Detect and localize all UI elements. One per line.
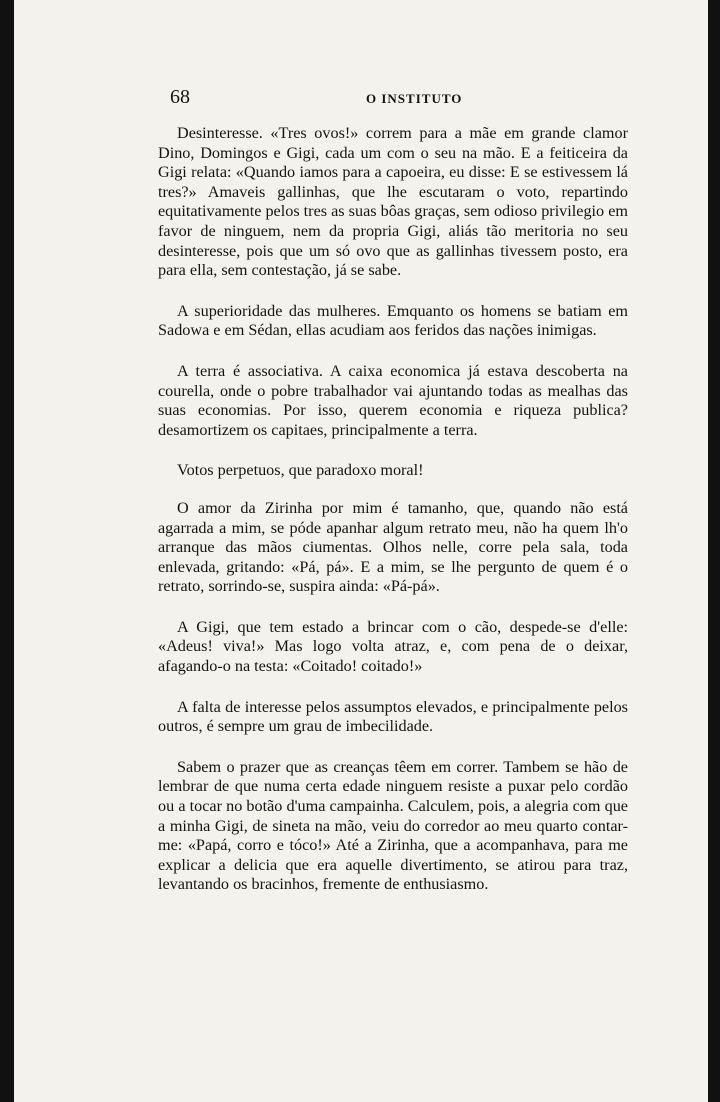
paragraph-terra: A terra é associativa. A caixa economica já estava descoberta na courella, onde o pobre trabalhador vai ajuntando todas as mealhas das suas economias. Por isso, querem economia e riqueza publica? desamortizem os capitaes, principalmente a terra. xyxy=(158,361,628,439)
text-body xyxy=(158,124,628,916)
paragraph-superioridade: A superioridade das mulheres. Emquanto os homens se batiam em Sadowa e em Sédan, ellas acudiam aos feridos das nações inimigas. xyxy=(158,301,628,340)
paragraph-zirinha: O amor da Zirinha por mim é tamanho, que, quando não está agarrada a mim, se póde apanhar algum retrato meu, não ha quem lh'o arranque das mãos ciumentas. Olhos nelle, corre pela sala, toda enlevada, gritando: «Pá, pá». E a mim, se lhe pergunto de quem é o retrato, sorrindo-se, suspira ainda: «Pá-pá». xyxy=(158,498,628,596)
paragraph-interesse: A falta de interesse pelos assumptos elevados, e principalmente pelos outros, é sempre um grau de imbecilidade. xyxy=(158,697,628,736)
paragraph-desinteresse: Desinteresse. «Tres ovos!» correm para a mãe em grande clamor Dino, Domingos e Gigi, cada um com o seu na mão. E a feiticeira da Gigi relata: «Quando iamos para a capoeira, eu disse: E se estivessem lá tres?» Amaveis gallinhas, que lhe escutaram o voto, repartindo equitativamente pelos tres as suas bôas graças, sem odioso privilegio em favor de ninguem, nem da propria Gigi, aliás tão meritoria no seu desinteresse, pois que um só ovo que as gallinhas tivessem posto, era para ella, sem contestação, já se sabe. xyxy=(158,124,628,280)
running-title: O INSTITUTO xyxy=(366,91,463,106)
page-header xyxy=(160,86,630,110)
paragraph-votos: Votos perpetuos, que paradoxo moral! xyxy=(177,461,424,480)
paragraph-campainha: Sabem o prazer que as creanças têem em correr. Tambem se hão de lembrar de que numa certa edade ninguem resiste a puxar pelo cordão ou a tocar no botão d'uma campainha. Calculem, pois, a alegria com que a minha Gigi, de sineta na mão, veiu do corredor ao meu quarto contar-me: «Papá, corro e tóco!» Até a Zirinha, que a acompanhava, para me explicar a delicia que era aquelle divertimento, se atirou para traz, levantando os bracinhos, fremente de enthusiasmo. xyxy=(158,757,628,894)
page-number: 68 xyxy=(170,86,190,108)
paragraph-gigi-cao: A Gigi, que tem estado a brincar com o cão, despede-se d'elle: «Adeus! viva!» Mas logo volta atraz, e, com pena de o deixar, afagando-o na testa: «Coitado! coitado!» xyxy=(158,617,628,676)
